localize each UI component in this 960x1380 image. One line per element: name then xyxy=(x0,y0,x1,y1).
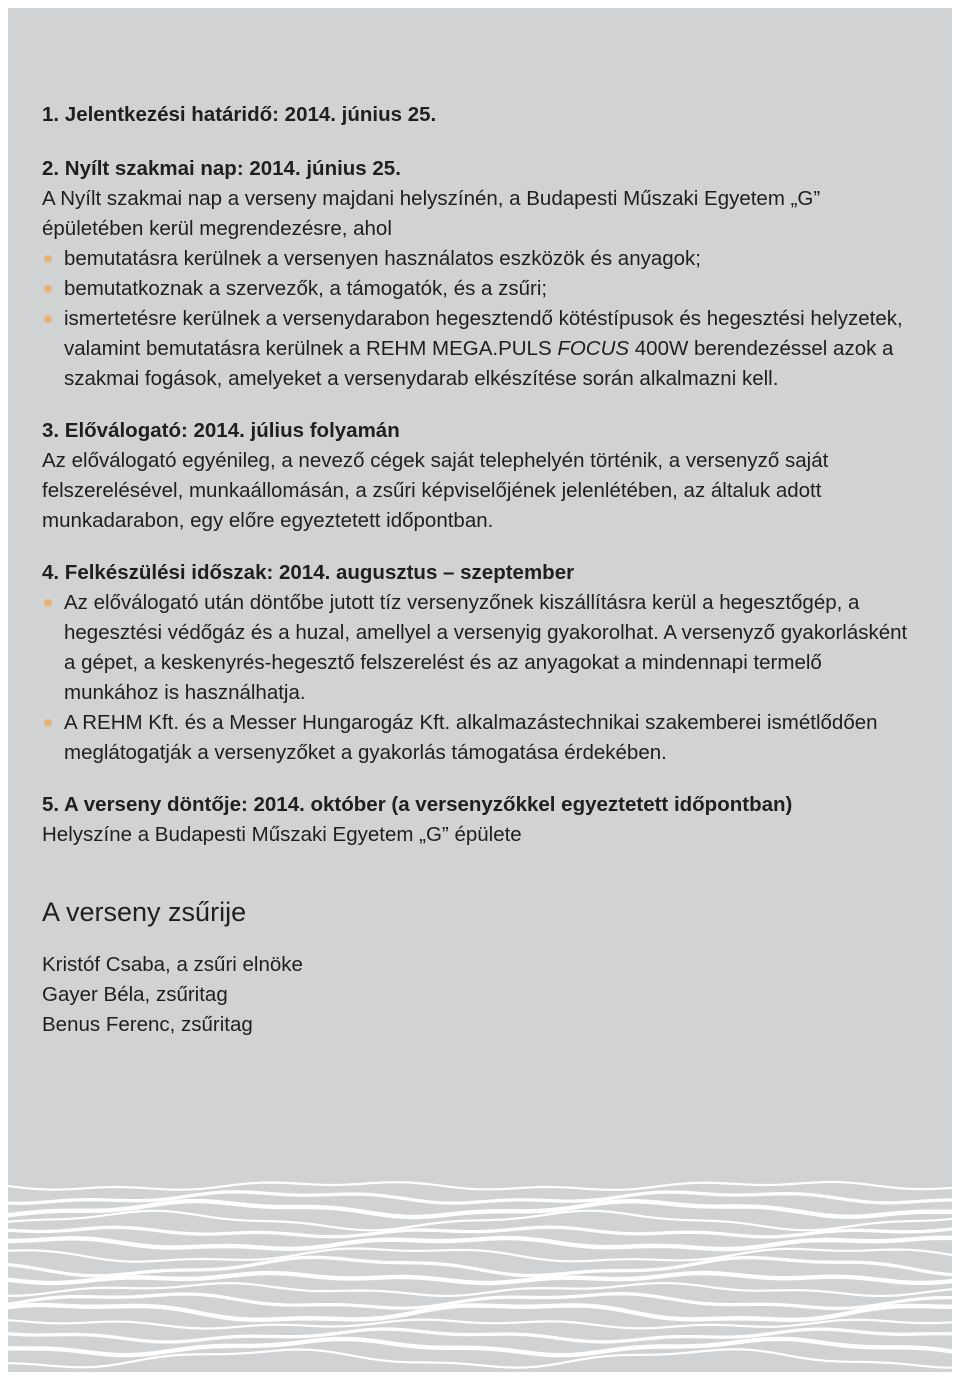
section-5-body: Helyszíne a Budapesti Műszaki Egyetem „G” épülete xyxy=(42,823,522,846)
list-item-text: A REHM Kft. és a Messer Hungarogáz Kft. alkalmazástechnikai szakemberei ismétlődően meglátogatják a versenyzőket a gyakorlás támogatása érdekében. xyxy=(64,711,878,764)
list-item-text: bemutatásra kerülnek a versenyen használatos eszközök és anyagok; xyxy=(64,247,702,270)
section-2-intro: A Nyílt szakmai nap a verseny majdani helyszínén, a Budapesti Műszaki Egyetem „G” épületében kerül megrendezésre, ahol xyxy=(42,187,821,240)
section-1-heading: 1. Jelentkezési határidő: 2014. június 25. xyxy=(42,103,437,126)
jury-list xyxy=(42,950,922,1040)
wave-line xyxy=(8,1249,952,1262)
round-bullet-icon xyxy=(44,315,52,323)
jury-member: Benus Ferenc, zsűritag xyxy=(42,1013,253,1036)
wave-line xyxy=(8,1257,952,1276)
list-item-text: ismertetésre kerülnek a versenydarabon hegesztendő kötéstípusok és hegesztési helyzetek, valamint bemutatásra kerülnek a REHM MEGA.PULS xyxy=(64,307,903,360)
wave-line xyxy=(8,1227,952,1237)
section-3-body: Az előválogató egyénileg, a nevező cégek saját telephelyén történik, a versenyző saját felszerelésével, munkaállomásán, a zsűri képviselőjének jelenlétében, az általuk adott munkadarabon, egy előre egyeztetett időpontban. xyxy=(42,449,829,532)
wave-line xyxy=(8,1192,952,1204)
round-bullet-icon xyxy=(44,719,52,727)
wave-line xyxy=(8,1238,952,1249)
round-bullet-icon xyxy=(44,285,52,293)
section-5-heading: 5. A verseny döntője: 2014. október (a versenyzőkkel egyeztetett időpontban) xyxy=(42,793,793,816)
list-item-text: Az előválogató után döntőbe jutott tíz versenyzőnek kiszállításra kerül a hegesztőgép, a hegesztési védőgáz és a huzal, amellyel a versenyig gyakorolhat. A versenyző gyakorlásként a gépet, a keskenyrés-hegesztő felszerelést és az anyagokat a mindennapi termelő munkához is használhatja. xyxy=(64,591,908,704)
list-item xyxy=(42,304,922,394)
round-bullet-icon xyxy=(44,599,52,607)
list-item-text: 400W berendezéssel azok a szakmai fogások, amelyeket a versenydarab elkészítése során alkalmazni kell. xyxy=(64,337,894,390)
list-item xyxy=(42,274,922,304)
section-4-heading: 4. Felkészülési időszak: 2014. augusztus – szeptember xyxy=(42,561,575,584)
jury-member: Gayer Béla, zsűritag xyxy=(42,983,228,1006)
section-2-heading: 2. Nyílt szakmai nap: 2014. június 25. xyxy=(42,157,401,180)
jury-member: Kristóf Csaba, a zsűri elnöke xyxy=(42,953,303,976)
wave-line xyxy=(8,1283,952,1296)
wave-line xyxy=(8,1182,952,1190)
document-page xyxy=(8,8,952,1372)
section-4-bullet-list xyxy=(42,588,922,768)
section-3-heading: 3. Előválogató: 2014. július folyamán xyxy=(42,419,400,442)
round-bullet-icon xyxy=(44,255,52,263)
jury-title: A verseny zsűrije xyxy=(42,897,247,927)
wave-line xyxy=(8,1273,952,1283)
list-item xyxy=(42,588,922,708)
section-2-bullet-list xyxy=(42,244,922,394)
list-item xyxy=(42,244,922,274)
list-item-text: bemutatkoznak a szervezők, a támogatók, és a zsűri; xyxy=(64,277,548,300)
list-item xyxy=(42,708,922,768)
product-name-italic: FOCUS xyxy=(557,337,630,360)
wave-lines-decoration xyxy=(8,1180,952,1372)
document-content xyxy=(42,100,922,1040)
